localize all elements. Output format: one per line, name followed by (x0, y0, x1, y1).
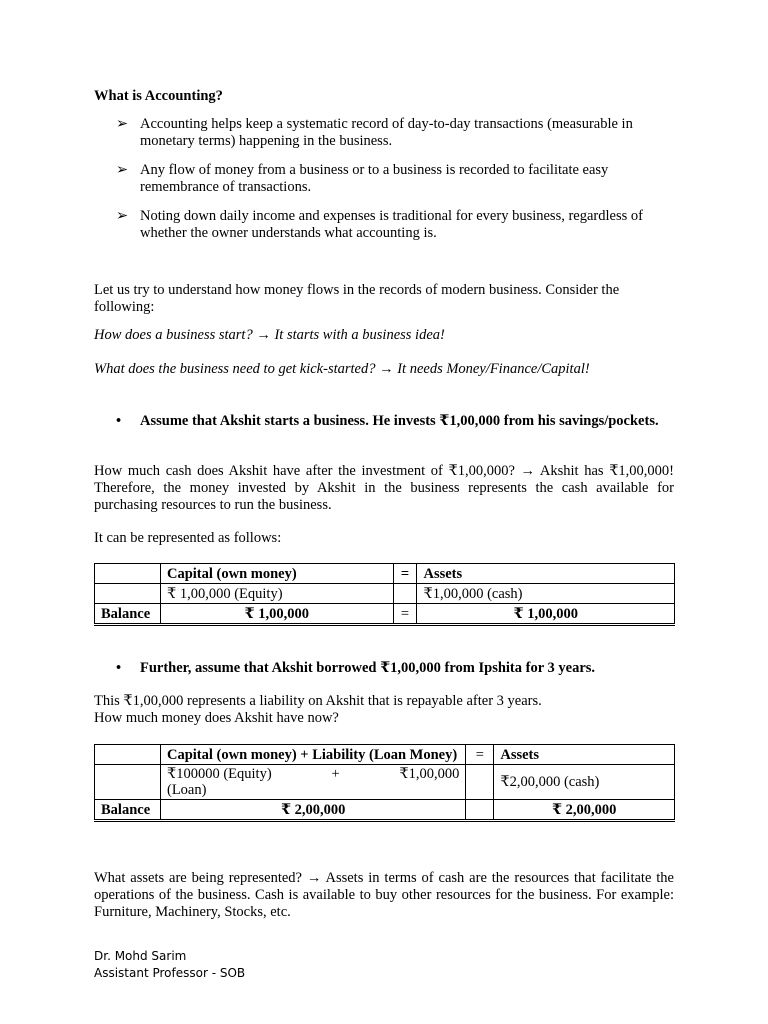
paragraph: This ₹1,00,000 represents a liability on Akshit that is repayable after 3 years. (94, 693, 542, 709)
bullet-text: Noting down daily income and expenses is traditional for every business, regardless of whether the owner understands what accounting is. (140, 208, 643, 241)
list-item (116, 413, 676, 430)
bullet-dot-icon: • (116, 660, 122, 676)
intro-paragraph: Let us try to understand how money flows in the records of modern business. Consider the following: (94, 282, 620, 315)
table-cell (95, 745, 161, 765)
table-cell (95, 564, 161, 584)
equity-value: ₹100000 (Equity) (166, 766, 272, 782)
accounting-table-1 (94, 563, 675, 626)
table-cell: = (393, 604, 417, 625)
arrow-bullet-icon: ➢ (116, 116, 129, 132)
table-header: = (466, 745, 494, 765)
footer-role: Assistant Professor - SOB (94, 966, 246, 980)
table-header: Capital (own money) + Liability (Loan Money) (160, 745, 465, 765)
point-text: Assume that Akshit starts a business. He invests ₹1,00,000 from his savings/pockets. (140, 413, 659, 429)
table-cell (466, 800, 494, 821)
table-cell: ₹2,00,000 (cash) (494, 765, 675, 800)
balance-label: Balance (95, 604, 161, 625)
list-item (116, 116, 676, 150)
table-cell (160, 765, 465, 800)
question-line: What does the business need to get kick-started? → It needs Money/Finance/Capital! (94, 361, 590, 377)
section-heading: What is Accounting? (94, 88, 223, 104)
table-header: Capital (own money) (160, 564, 393, 584)
loan-value: ₹1,00,000 (399, 766, 460, 782)
table-cell: ₹ 1,00,000 (Equity) (160, 584, 393, 604)
accounting-table-2 (94, 744, 675, 822)
table-cell: ₹ 2,00,000 (160, 800, 465, 821)
table-header: = (393, 564, 417, 584)
paragraph: How much money does Akshit have now? (94, 710, 339, 726)
loan-label: (Loan) (166, 782, 207, 798)
bullet-text: Accounting helps keep a systematic record of day-to-day transactions (measurable in monetary terms) happening in the business. (140, 116, 633, 149)
paragraph: How much cash does Akshit have after the investment of ₹1,00,000? → Akshit has ₹1,00,000! Therefore, the money invested by Akshit in the business represents the cash available for purchasing resources to run the business. (94, 463, 674, 513)
table-header: Assets (417, 564, 675, 584)
plus-sign: + (331, 766, 340, 782)
footer-name: Dr. Mohd Sarim (94, 949, 187, 963)
paragraph: What assets are being represented? → Assets in terms of cash are the resources that facilitate the operations of the business. Cash is available to buy other resources for the business. For example: Furniture, Machinery, Stocks, etc. (94, 870, 674, 920)
table-cell (393, 584, 417, 604)
paragraph: It can be represented as follows: (94, 530, 282, 546)
bullet-dot-icon: • (116, 413, 122, 429)
balance-label: Balance (95, 800, 161, 821)
table-header: Assets (494, 745, 675, 765)
table-cell (95, 584, 161, 604)
table-cell: ₹1,00,000 (cash) (417, 584, 675, 604)
point-text: Further, assume that Akshit borrowed ₹1,00,000 from Ipshita for 3 years. (140, 660, 596, 676)
table-cell (466, 765, 494, 800)
list-item (116, 162, 676, 196)
list-item (116, 660, 676, 677)
arrow-bullet-icon: ➢ (116, 208, 129, 224)
bullet-text: Any flow of money from a business or to a business is recorded to facilitate easy remembrance of transactions. (140, 162, 609, 195)
table-cell: ₹ 1,00,000 (417, 604, 675, 625)
arrow-bullet-icon: ➢ (116, 162, 129, 178)
table-cell: ₹ 1,00,000 (160, 604, 393, 625)
list-item (116, 208, 676, 242)
table-cell (95, 765, 161, 800)
question-line: How does a business start? → It starts with a business idea! (94, 327, 445, 343)
table-cell: ₹ 2,00,000 (494, 800, 675, 821)
